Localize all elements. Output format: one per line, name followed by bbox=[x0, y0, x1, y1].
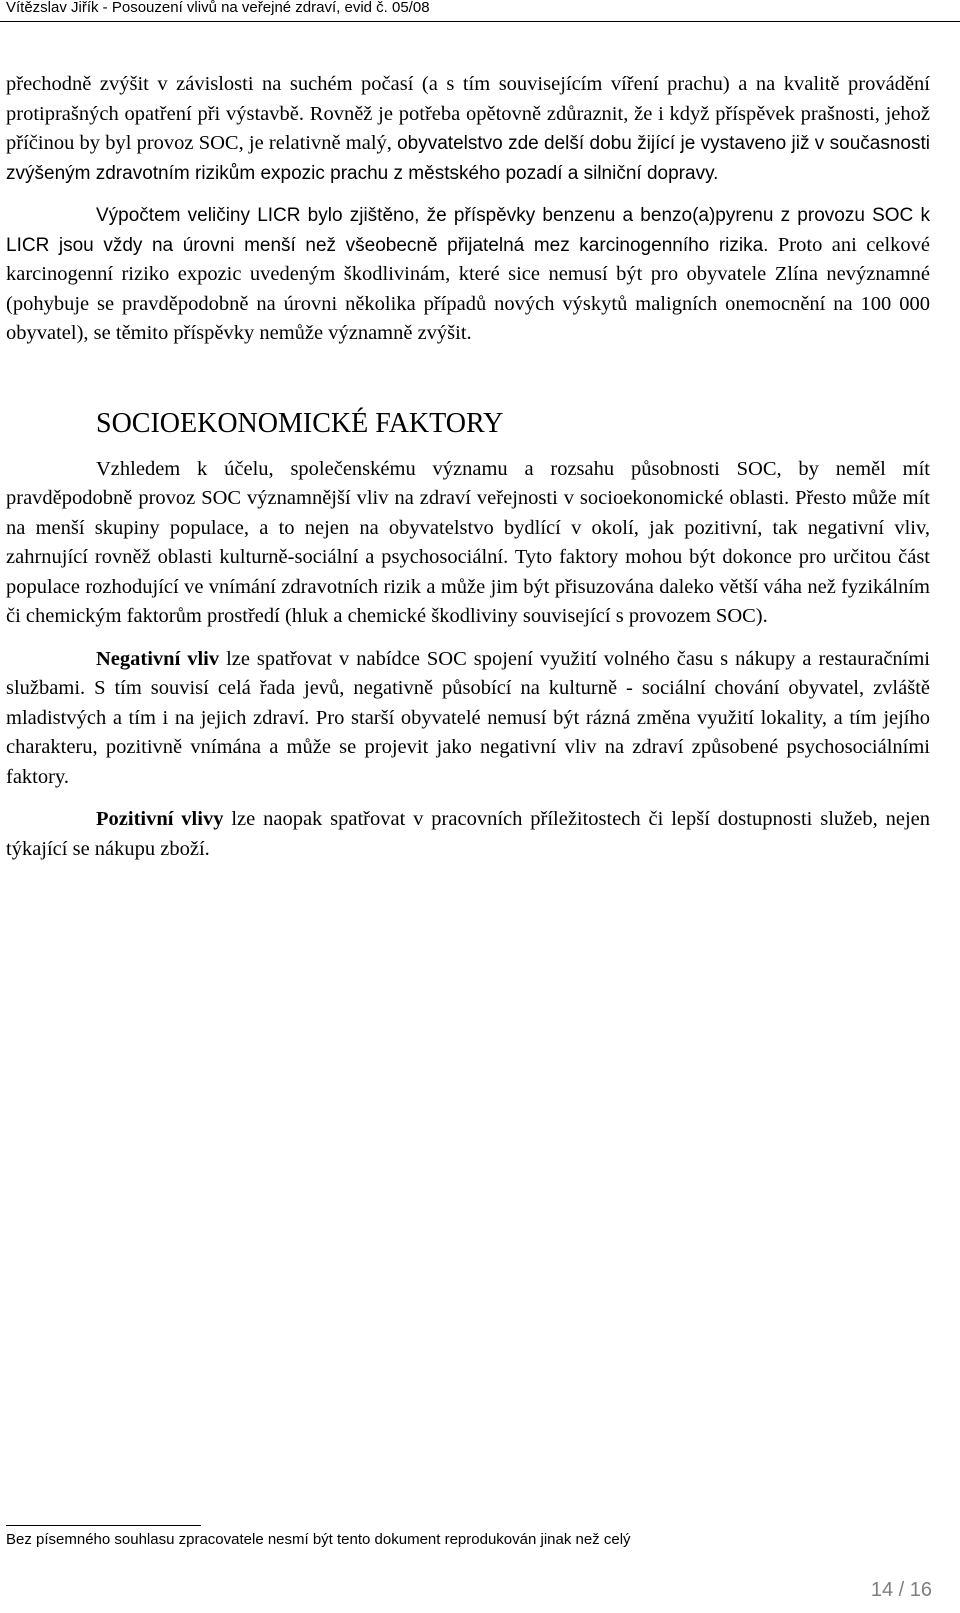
positive-impact-text: lze naopak spatřovat v pracovních příležitostech či lepší dostupnosti služeb, nejen týkající se nákupu zboží. bbox=[6, 808, 930, 860]
paragraph-negative-impact bbox=[6, 645, 930, 793]
paragraph-dust-exposure-serif: přechodně zvýšit v závislosti na suchém počasí (a s tím souvisejícím víření prachu) a na kvalitě provádění protiprašných opatření při výstavbě. Rovněž je potřeba opětovně zdůraznit, že i když příspěvek prašnosti, jehož příčinou by byl provoz SOC, je relativně malý, bbox=[6, 73, 930, 154]
paragraph-licr bbox=[6, 201, 930, 349]
negative-impact-text: lze spatřovat v nabídce SOC spojení využití volného času s nákupy a restauračními službami. S tím souvisí celá řada jevů, negativně působící na kulturně - sociální chování obyvatel, zvláště mladistvých a tím i na jejich zdraví. Pro starší obyvatelé nemusí být rázná změna využití lokality, a tím jejího charakteru, pozitivně vnímána a může se projevit jako negativní vliv na zdraví způsobené psychosociálními faktory. bbox=[6, 647, 931, 788]
paragraph-positive-impact bbox=[6, 805, 930, 864]
paragraph-dust-exposure bbox=[6, 70, 930, 188]
document-body bbox=[6, 70, 930, 877]
section-heading-socioeconomic: SOCIOEKONOMICKÉ FAKTORY bbox=[96, 407, 504, 439]
paragraph-dust-exposure-sans: obyvatelstvo zde delší dobu žijící je vystaveno již v současnosti zvýšeným zdravotním rizikům expozic prachu z městského pozadí a silniční dopravy. bbox=[6, 133, 930, 184]
paragraph-licr-serif: Proto ani celkové karcinogenní riziko expozic uvedeným škodlivinám, které sice nemusí být pro obyvatele Zlína nevýznamné (pohybuje se pravděpodobně na úrovni několika případů nových výskytů maligních onemocnění na 100 000 obyvatel), se těmito příspěvky nemůže významně zvýšit. bbox=[6, 233, 930, 344]
page-number: 14 / 16 bbox=[870, 1579, 932, 1601]
footer-divider bbox=[6, 1525, 201, 1526]
running-header: Vítězslav Jiřík - Posouzení vlivů na veřejné zdraví, evid č. 05/08 bbox=[6, 0, 430, 16]
footer-copyright-note: Bez písemného souhlasu zpracovatele nesmí být tento dokument reprodukován jinak než celý bbox=[6, 1531, 631, 1548]
paragraph-licr-sans: Výpočtem veličiny LICR bylo zjištěno, že příspěvky benzenu a benzo(a)pyrenu z provozu SOC k LICR jsou vždy na úrovni menší než všeobecně přijatelná mez karcinogenního rizika. bbox=[6, 205, 930, 256]
positive-impact-term: Pozitivní vlivy bbox=[96, 808, 224, 830]
paragraph-socioeconomic-intro: Vzhledem k účelu, společenskému významu a rozsahu působnosti SOC, by neměl mít pravděpodobně provoz SOC významnější vliv na zdraví veřejnosti v socioekonomické oblasti. Přesto může mít na menší skupiny populace, a to nejen na obyvatelstvo bydlící v okolí, jak pozitivní, tak negativní vliv, zahrnující rovněž oblasti kulturně-sociální a psychosociální. Tyto faktory mohou být dokonce pro určitou část populace rozhodující ve vnímání zdravotních rizik a může jim být přisuzována daleko větší váha než fyzikálním či chemickým faktorům prostředí (hluk a chemické škodliviny související s provozem SOC). bbox=[6, 457, 930, 627]
header-divider bbox=[0, 21, 960, 22]
negative-impact-term: Negativní vliv bbox=[96, 647, 220, 670]
